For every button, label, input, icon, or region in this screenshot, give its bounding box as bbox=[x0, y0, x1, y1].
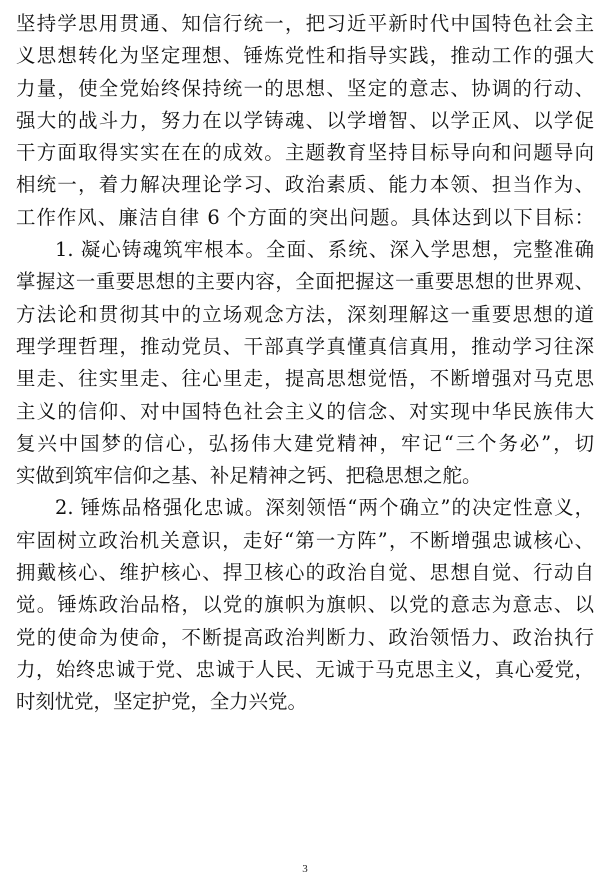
text-line: 觉。锤炼政治品格，以党的旗帜为旗帜、以党的意志为意志、以 bbox=[16, 593, 594, 617]
section-heading-1: 1. 凝心铸魂筑牢根本。全面、系统、深入学思想，完整准确 bbox=[55, 238, 594, 262]
text-line: 里走、往实里走、往心里走，提高思想觉悟，不断增强对马克思 bbox=[16, 367, 594, 391]
text-line: 强大的战斗力，努力在以学铸魂、以学增智、以学正风、以学促 bbox=[16, 108, 594, 132]
text-line: 主义的信仰、对中国特色社会主义的信念、对实现中华民族伟大 bbox=[16, 399, 594, 423]
text-line: 干方面取得实实在在的成效。主题教育坚持目标导向和问题导向 bbox=[16, 141, 594, 165]
text-line: 时刻忧党，坚定护党，全力兴党。 bbox=[16, 690, 307, 714]
text-line: 牢固树立政治机关意识，走好“第一方阵”，不断增强忠诚核心、 bbox=[16, 528, 594, 552]
text-line: 党的使命为使命，不断提高政治判断力、政治领悟力、政治执行 bbox=[16, 625, 594, 649]
body-text bbox=[16, 8, 594, 719]
text-line: 相统一，着力解决理论学习、政治素质、能力本领、担当作为、 bbox=[16, 173, 594, 197]
text-line: 实做到筑牢信仰之基、补足精神之钙、把稳思想之舵。 bbox=[16, 464, 482, 488]
page-number: 3 bbox=[302, 863, 308, 875]
text-line: 力量，使全党始终保持统一的思想、坚定的意志、协调的行动、 bbox=[16, 76, 594, 100]
text-line: 义思想转化为坚定理想、锤炼党性和指导实践，推动工作的强大 bbox=[16, 44, 594, 68]
text-line: 力，始终忠诚于党、忠诚于人民、无诚于马克思主义，真心爱党， bbox=[16, 657, 594, 681]
text-line: 复兴中国梦的信心，弘扬伟大建党精神，牢记“三个务必”，切 bbox=[16, 431, 594, 455]
text-line: 工作作风、廉洁自律 6 个方面的突出问题。具体达到以下目标： bbox=[16, 205, 594, 229]
text-line: 理学理哲理，推动党员、干部真学真懂真信真用，推动学习往深 bbox=[16, 334, 594, 358]
text-line: 坚持学思用贯通、知信行统一，把习近平新时代中国特色社会主 bbox=[16, 12, 594, 35]
text-line: 拥戴核心、维护核心、捍卫核心的政治自觉、思想自觉、行动自 bbox=[16, 561, 594, 585]
text-line: 掌握这一重要思想的主要内容，全面把握这一重要思想的世界观、 bbox=[16, 270, 594, 294]
text-line: 方法论和贯彻其中的立场观念方法，深刻理解这一重要思想的道 bbox=[16, 302, 594, 326]
section-heading-2: 2. 锤炼品格强化忠诚。深刻领悟“两个确立”的决定性意义， bbox=[55, 496, 594, 520]
